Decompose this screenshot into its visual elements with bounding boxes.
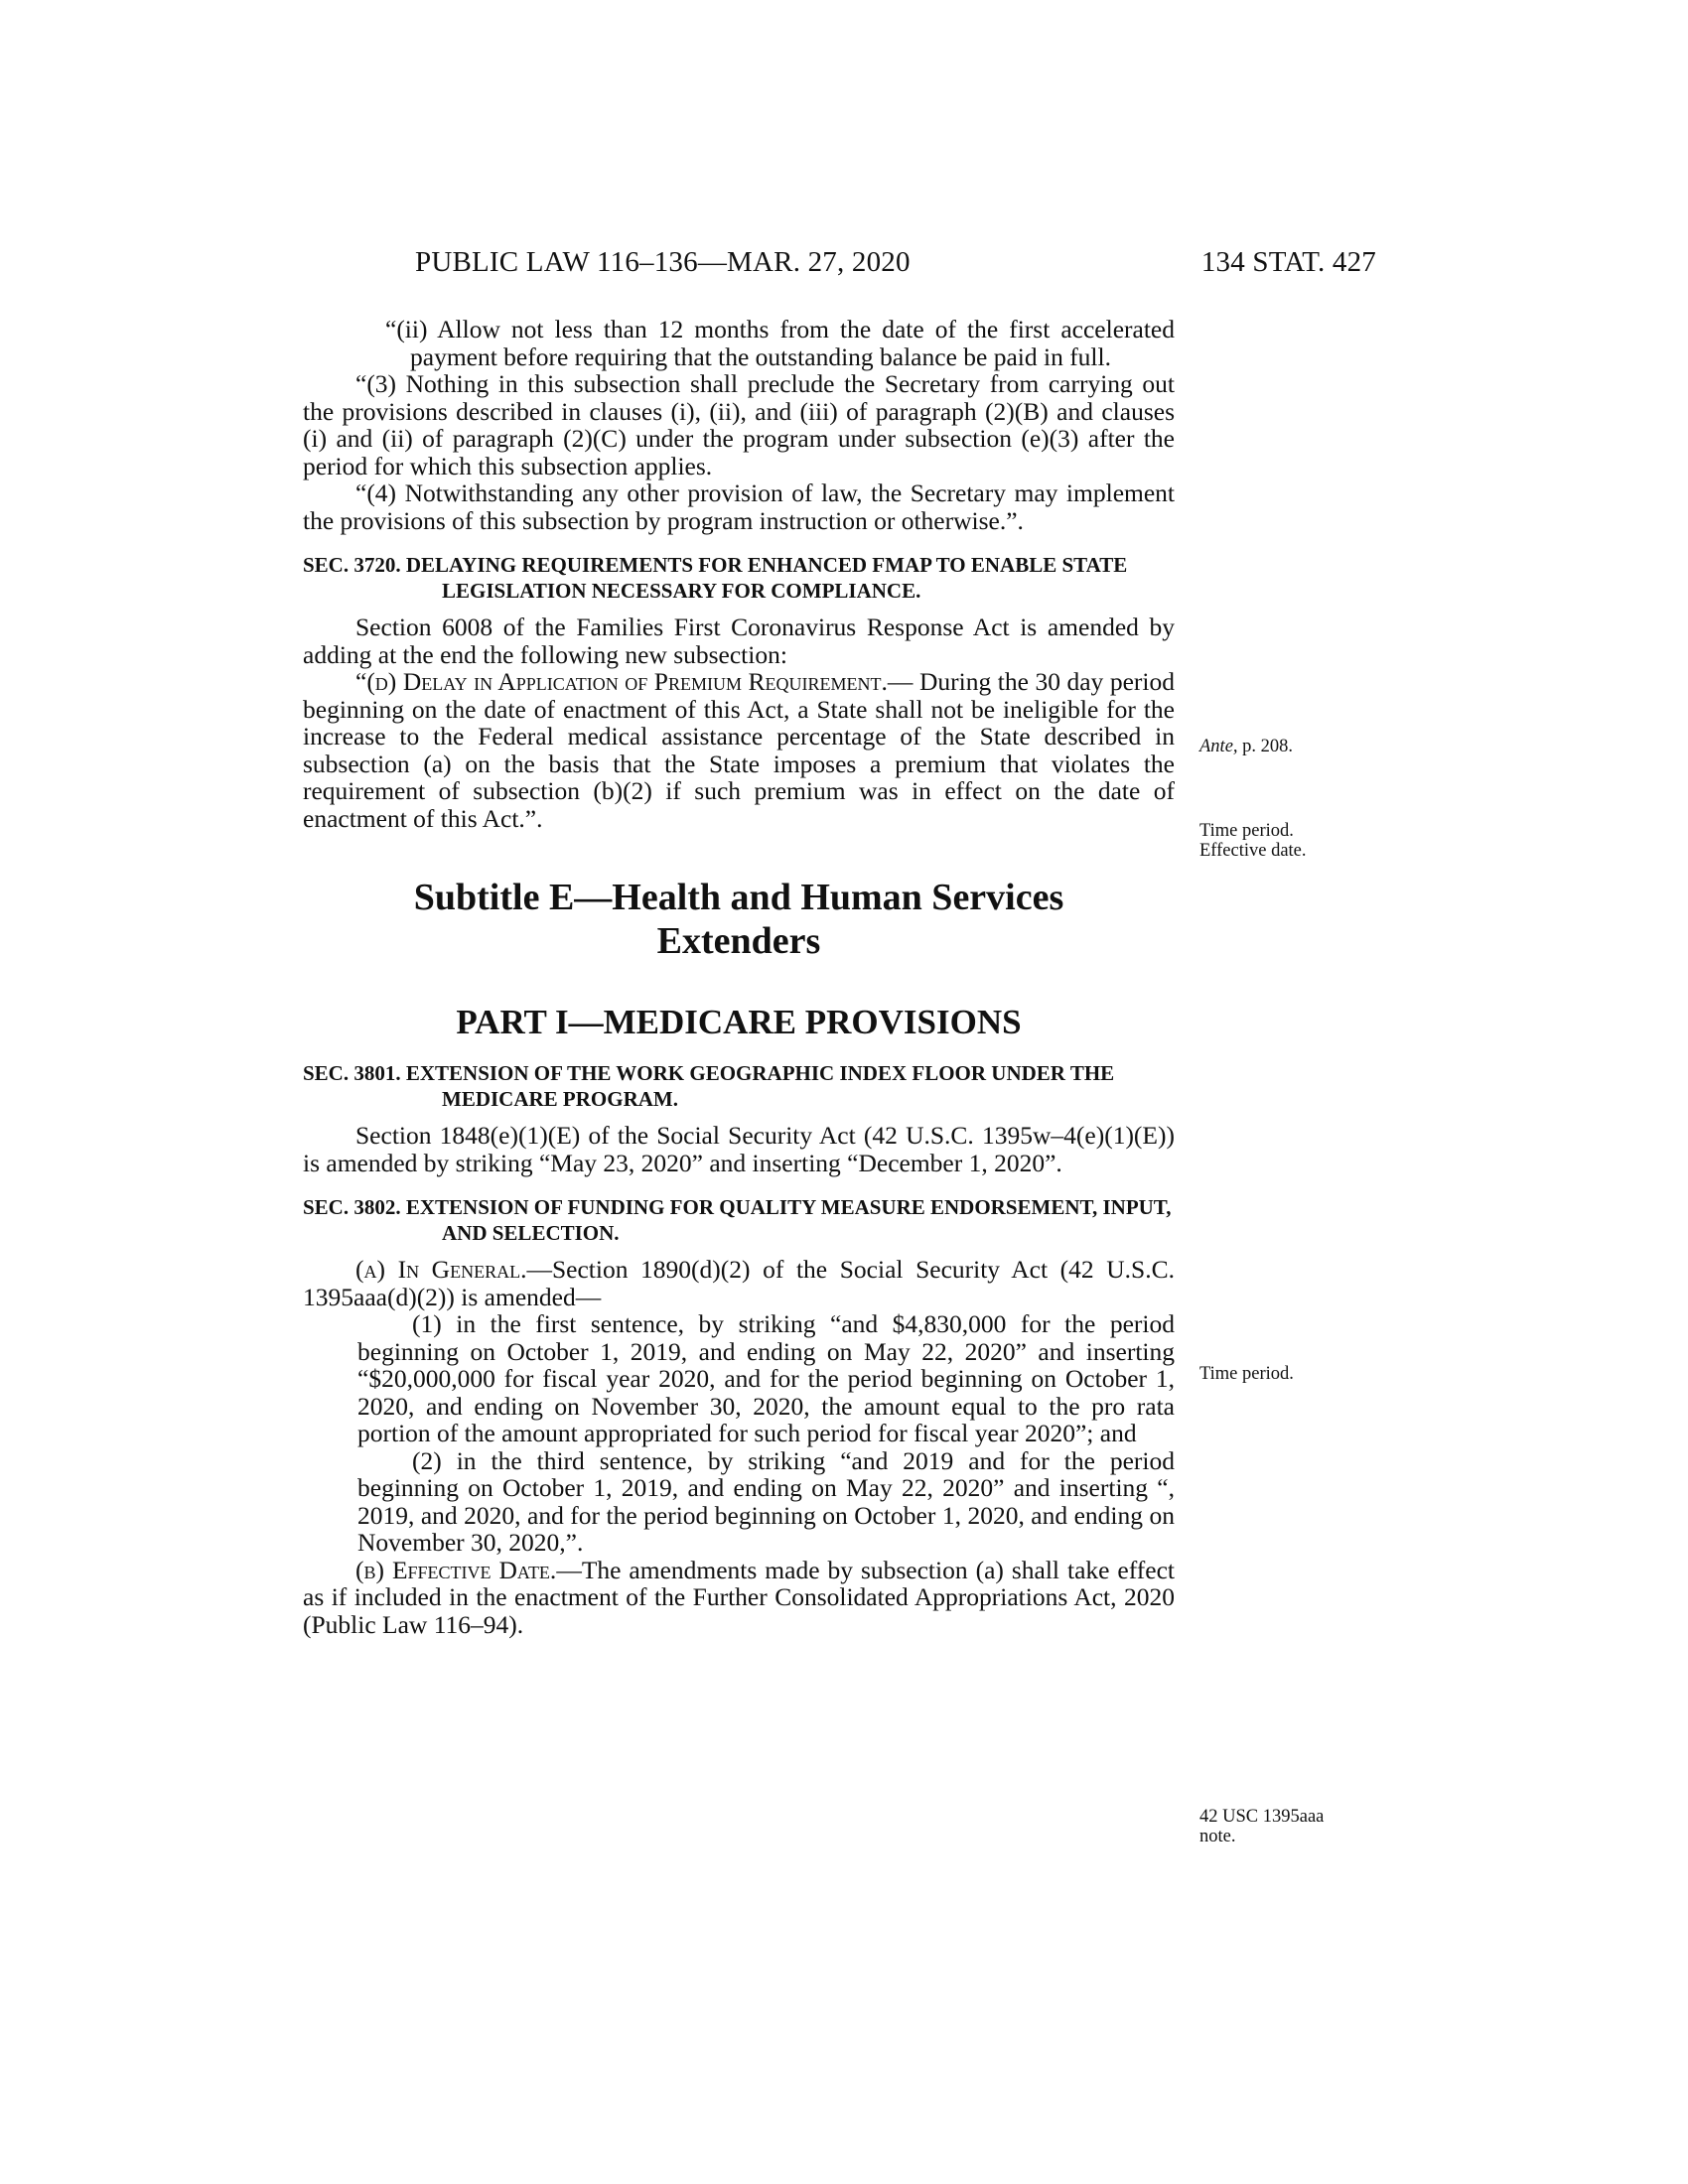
margin-note-ante — [1199, 737, 1293, 756]
ante-italic: Ante, — [1199, 737, 1238, 756]
margin-note-time-period-1: Time period. — [1199, 821, 1294, 841]
subtitle-line-2: Extenders — [656, 920, 821, 962]
section-3802-item-1 — [303, 1310, 1175, 1447]
subtitle-heading — [303, 876, 1175, 963]
margin-note-usc-note: note. — [1199, 1827, 1236, 1846]
section-3801-heading: SEC. 3801. EXTENSION OF THE WORK GEOGRAPHIC INDEX FLOOR UNDER THE MEDICARE PROGRAM. — [303, 1061, 1115, 1111]
section-3720-intro: Section 6008 of the Families First Coronavirus Response Act is amended by adding at the end the following new subsection: — [303, 613, 1175, 669]
section-3802-item-2 — [303, 1447, 1175, 1557]
ante-page: p. 208. — [1237, 737, 1294, 756]
margin-note-usc: 42 USC 1395aaa — [1199, 1807, 1325, 1827]
section-3802-subsection-b — [303, 1557, 1175, 1639]
clause-ii: “(ii) Allow not less than 12 months from the date of the first accelerated payment before requiring that the outstanding balance be paid in full. — [385, 315, 1175, 371]
section-3802-heading: SEC. 3802. EXTENSION OF FUNDING FOR QUALITY MEASURE ENDORSEMENT, INPUT, AND SELECTION. — [303, 1195, 1172, 1245]
section-3720-heading: SEC. 3720. DELAYING REQUIREMENTS FOR ENHANCED FMAP TO ENABLE STATE LEGISLATION NECESSARY FOR COMPLIANCE. — [303, 553, 1128, 603]
section-3720-subsection-d — [303, 668, 1175, 832]
margin-note-time-period-2: Time period. — [1199, 1364, 1294, 1384]
subsection-a-text: —Section 1890(d)(2) of the Social Security Act (42 U.S.C. 1395aaa(d)(2)) is amended— — [303, 1255, 1175, 1311]
body-text — [303, 316, 1175, 1638]
part-heading: PART I—MEDICARE PROVISIONS — [456, 1003, 1022, 1041]
running-header — [415, 246, 1376, 282]
section-3801-text: Section 1848(e)(1)(E) of the Social Security Act (42 U.S.C. 1395w–4(e)(1)(E)) is amended by striking “May 23, 2020” and inserting “December 1, 2020”. — [303, 1121, 1175, 1177]
subsection-d-text: During the 30 day period beginning on the date of enactment of this Act, a State shall not be ineligible for the increase to the Federal medical assistance percentage of the State described in subsection (a) on the basis that the State imposes a premium that violates the requirement of subsection (b)(2) if such premium was in effect on the date of enactment of this Act.”. — [303, 667, 1175, 833]
section-3802-subsection-a — [303, 1256, 1175, 1310]
subsection-b-text: —The amendments made by subsection (a) shall take effect as if included in the enactment of the Further Consolidated Appropriations Act, 2020 (Public Law 116–94). — [303, 1555, 1175, 1639]
paragraph-3: “(3) Nothing in this subsection shall preclude the Secretary from carrying out the provisions described in clauses (i), (ii), and (iii) of paragraph (2)(B) and clauses (i) and (ii) of paragraph (2)(C) under the program under subsection (e)(3) after the period for which this subsection applies. — [303, 369, 1175, 480]
item-2-text: (2) in the third sentence, by striking “and 2019 and for the period beginning on October 1, 2019, and ending on May 22, 2020” and inserting “, 2019, and 2020, and for the period beginning on October 1, 2020, and ending on November 30, 2020,”. — [357, 1445, 1175, 1557]
paragraph-4: “(4) Notwithstanding any other provision of law, the Secretary may implement the provisions of this subsection by program instruction or otherwise.”. — [303, 478, 1175, 535]
subsection-d-caption: “(d) Delay in Application of Premium Requirement.— — [355, 667, 914, 696]
header-stat-page: 134 STAT. 427 — [1200, 246, 1376, 278]
item-1-text: (1) in the first sentence, by striking “and $4,830,000 for the period beginning on October 1, 2019, and ending on May 22, 2020” and inserting “$20,000,000 for fiscal year 2020, and for the period beginning on October 1, 2020, and ending on November 30, 2020, the amount equal to the pro rata portion of the amount appropriated for such period for fiscal year 2020”; and — [357, 1309, 1175, 1447]
subtitle-line-1: Subtitle E—Health and Human Services — [413, 877, 1064, 918]
header-public-law: PUBLIC LAW 116–136—MAR. 27, 2020 — [415, 246, 911, 278]
subsection-b-caption: (b) Effective Date. — [355, 1555, 557, 1584]
margin-note-effective-date: Effective date. — [1199, 841, 1307, 861]
subsection-a-caption: (a) In General. — [355, 1255, 527, 1284]
